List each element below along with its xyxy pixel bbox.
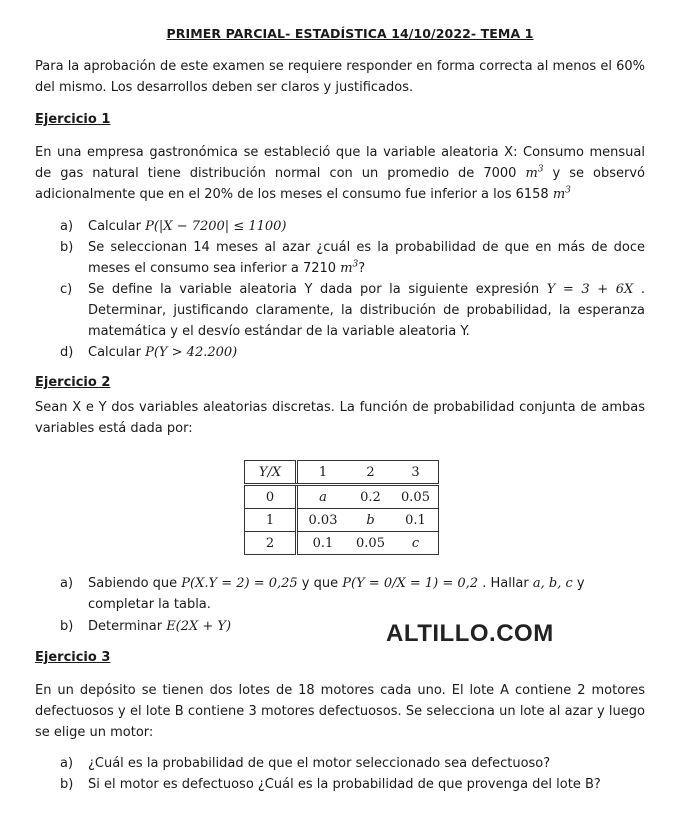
- intro-paragraph: Para la aprobación de este examen se requiere responder en forma correcta al menos el 60% del mismo. Los desarrollos deben ser claros y justificados.: [35, 59, 645, 95]
- table-cell: a: [297, 485, 349, 509]
- exercise-3-item-b: b) Si el motor es defectuoso ¿Cuál es la probabilidad de que provenga del lote B?: [60, 774, 645, 795]
- table-col-header: 1: [297, 461, 349, 485]
- item-label: b): [60, 240, 74, 255]
- table-col-header: 2: [348, 461, 393, 485]
- math-expression: Y = 3 + 6X: [546, 282, 634, 297]
- item-label: a): [60, 219, 74, 234]
- math-expression: P(Y > 42.200): [145, 345, 238, 360]
- item-label: a): [60, 576, 74, 591]
- exercise-1-item-b: b) Se seleccionan 14 meses al azar ¿cuál es la probabilidad de que en más de doce meses el consumo sea inferior a 7210 $m^3$?: [60, 237, 645, 279]
- exercise-3-heading: Ejercicio 3: [35, 650, 111, 665]
- math-expression: a, b, c: [532, 576, 573, 591]
- exercise-1-text-b: y se observó adicionalmente que en el 20% de los meses el consumo fue inferior a los 6158: [35, 166, 645, 202]
- unit-m3: $m^3$: [340, 259, 359, 276]
- exercise-2-item-b: b) Determinar E(2X + Y): [60, 616, 645, 637]
- table-corner: Y/X: [245, 461, 297, 485]
- unit-m3: $m^3$: [525, 164, 544, 181]
- table-cell: 0.1: [297, 532, 349, 555]
- item-label: b): [60, 619, 74, 634]
- table-row-header: 0: [245, 485, 297, 509]
- item-label: b): [60, 777, 74, 792]
- exercise-1-text-a: En una empresa gastronómica se estableció que la variable aleatoria X: Consumo mensual de gas natural tiene distribución normal con un promedio de 7000: [35, 145, 645, 181]
- table-row: [245, 485, 439, 509]
- math-expression: P(|X − 7200| ≤ 1100): [145, 219, 287, 234]
- exercise-2-item-a: a) Sabiendo que P(X.Y = 2) = 0,25 y que P(Y = 0/X = 1) = 0,2 . Hallar a, b, c y completar la tabla.: [60, 573, 645, 615]
- exercise-2-statement: Sean X e Y dos variables aleatorias discretas. La función de probabilidad conjunta de ambas variables está dada por:: [35, 400, 645, 436]
- math-expression: E(2X + Y): [166, 619, 232, 634]
- exam-title: PRIMER PARCIAL- ESTADÍSTICA 14/10/2022- TEMA 1: [166, 26, 534, 41]
- altillo-watermark: ALTILLO.COM: [386, 620, 554, 647]
- table-col-header: 3: [393, 461, 439, 485]
- item-label: a): [60, 756, 74, 771]
- table-cell: c: [393, 532, 439, 555]
- math-expression: P(Y = 0/X = 1) = 0,2: [342, 576, 479, 591]
- table-cell: 0.05: [348, 532, 393, 555]
- joint-probability-table: [244, 460, 439, 555]
- table-header-row: [245, 461, 439, 485]
- table-cell: 0.1: [393, 509, 439, 532]
- exercise-1-item-a: a) Calcular P(|X − 7200| ≤ 1100): [60, 216, 645, 237]
- table-cell: 0.05: [393, 485, 439, 509]
- exercise-1-item-c: c) Se define la variable aleatoria Y dada por la siguiente expresión Y = 3 + 6X . Determinar, justificando claramente, la distribución de probabilidad, la esperanza matemática y el desvío estándar de la variable aleatoria Y.: [60, 279, 645, 342]
- exercise-1-heading: Ejercicio 1: [35, 112, 111, 127]
- table-row-header: 2: [245, 532, 297, 555]
- table-cell: b: [348, 509, 393, 532]
- exercise-2-heading: Ejercicio 2: [35, 375, 111, 390]
- table-row: [245, 532, 439, 555]
- exercise-3-item-a: a) ¿Cuál es la probabilidad de que el motor seleccionado sea defectuoso?: [60, 753, 645, 774]
- table-row-header: 1: [245, 509, 297, 532]
- table-cell: 0.2: [348, 485, 393, 509]
- math-expression: P(X.Y = 2) = 0,25: [181, 576, 298, 591]
- unit-m3: $m^3$: [552, 185, 571, 202]
- exercise-3-statement: En un depósito se tienen dos lotes de 18 motores cada uno. El lote A contiene 2 motores defectuosos y el lote B contiene 3 motores defectuosos. Se selecciona un lote al azar y luego se elige un motor:: [35, 683, 645, 740]
- item-label: c): [60, 282, 73, 297]
- exercise-1-statement: [35, 142, 645, 205]
- table-cell: 0.03: [297, 509, 349, 532]
- exercise-1-item-d: d) Calcular P(Y > 42.200): [60, 342, 645, 363]
- table-row: [245, 509, 439, 532]
- item-label: d): [60, 345, 74, 360]
